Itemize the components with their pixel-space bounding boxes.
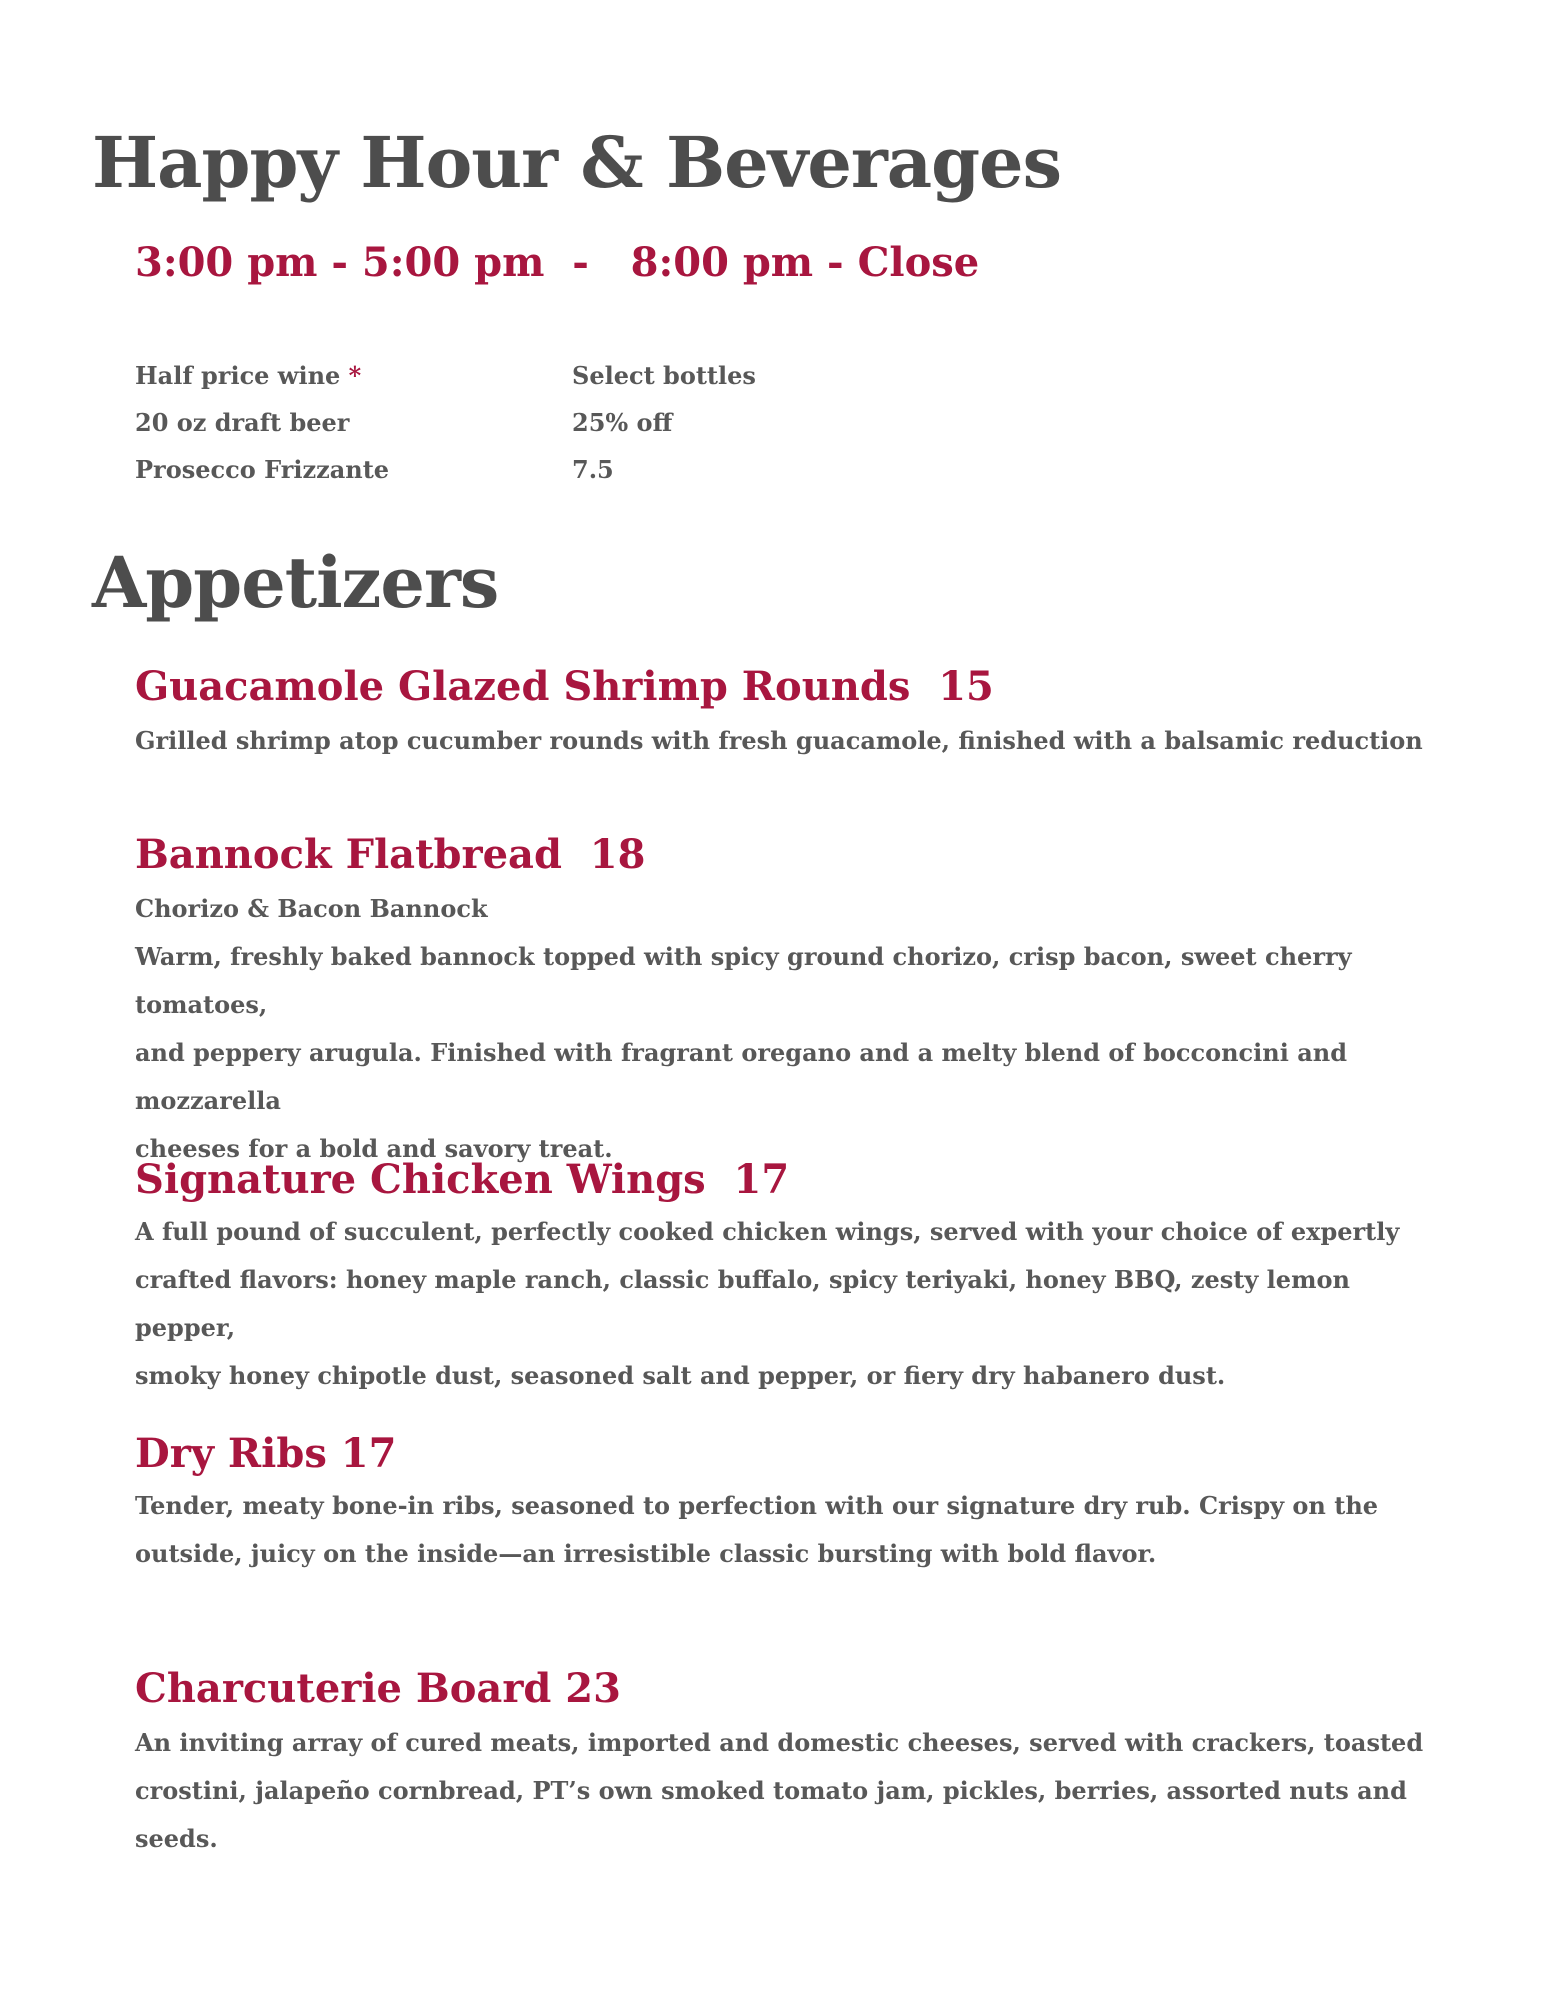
menu-item-description: Chorizo & Bacon Bannock Warm, freshly baked bannock topped with spicy ground chorizo, crisp bacon, sweet cherry tomatoes, and peppery arugula. Finished with fragrant oregano and a melty blend of bocconcini and mozzarella cheeses for a bold and savory treat. <box>135 894 1352 1163</box>
special-item-label: Prosecco Frizzante <box>135 455 390 484</box>
menu-item-name: Charcuterie Board 23 <box>135 1665 621 1712</box>
happy-hour-times: 3:00 pm - 5:00 pm - 8:00 pm - Close <box>135 239 980 286</box>
special-item <box>135 352 361 399</box>
special-row <box>135 352 1035 399</box>
appetizers-title: Appetizers <box>92 541 499 624</box>
special-item-label: Half price wine <box>135 361 341 390</box>
special-value: Select bottles <box>572 361 756 390</box>
special-item <box>135 446 389 493</box>
menu-item-guacamole-shrimp <box>135 665 1455 765</box>
happy-hour-title: Happy Hour & Beverages <box>92 121 1062 204</box>
menu-item-bannock-flatbread <box>135 833 1455 1173</box>
happy-hour-specials <box>135 352 1035 493</box>
menu-item-name: Signature Chicken Wings 17 <box>135 1156 790 1203</box>
special-item-label: 20 oz draft beer <box>135 408 350 437</box>
menu-item-description: A full pound of succulent, perfectly cooked chicken wings, served with your choice of expertly crafted flavors: honey maple ranch, classic buffalo, spicy teriyaki, honey BBQ, zesty lemon pepper, smoky honey chipotle dust, seasoned salt and pepper, or fiery dry habanero dust. <box>135 1217 1400 1390</box>
menu-item-name: Guacamole Glazed Shrimp Rounds 15 <box>135 663 994 710</box>
menu-item-chicken-wings <box>135 1158 1455 1400</box>
asterisk-marker: * <box>348 361 362 390</box>
special-value: 25% off <box>572 408 673 437</box>
menu-item-dry-ribs <box>135 1432 1455 1578</box>
menu-item-description: An inviting array of cured meats, imported and domestic cheeses, served with crackers, toasted crostini, jalapeño cornbread, PT’s own smoked tomato jam, pickles, berries, assorted nuts and seeds. <box>135 1728 1424 1853</box>
menu-item-name: Bannock Flatbread 18 <box>135 831 646 878</box>
special-item <box>135 399 349 446</box>
menu-item-description: Tender, meaty bone-in ribs, seasoned to perfection with our signature dry rub. Crispy on the outside, juicy on the inside—an irresistible classic bursting with bold flavor. <box>135 1491 1379 1568</box>
menu-item-name: Dry Ribs 17 <box>135 1430 397 1477</box>
special-row <box>135 399 1035 446</box>
menu-item-charcuterie-board <box>135 1667 1455 1863</box>
special-value: 7.5 <box>572 455 614 484</box>
special-row <box>135 446 1035 493</box>
menu-item-description: Grilled shrimp atop cucumber rounds with fresh guacamole, finished with a balsamic reduction <box>135 726 1423 755</box>
